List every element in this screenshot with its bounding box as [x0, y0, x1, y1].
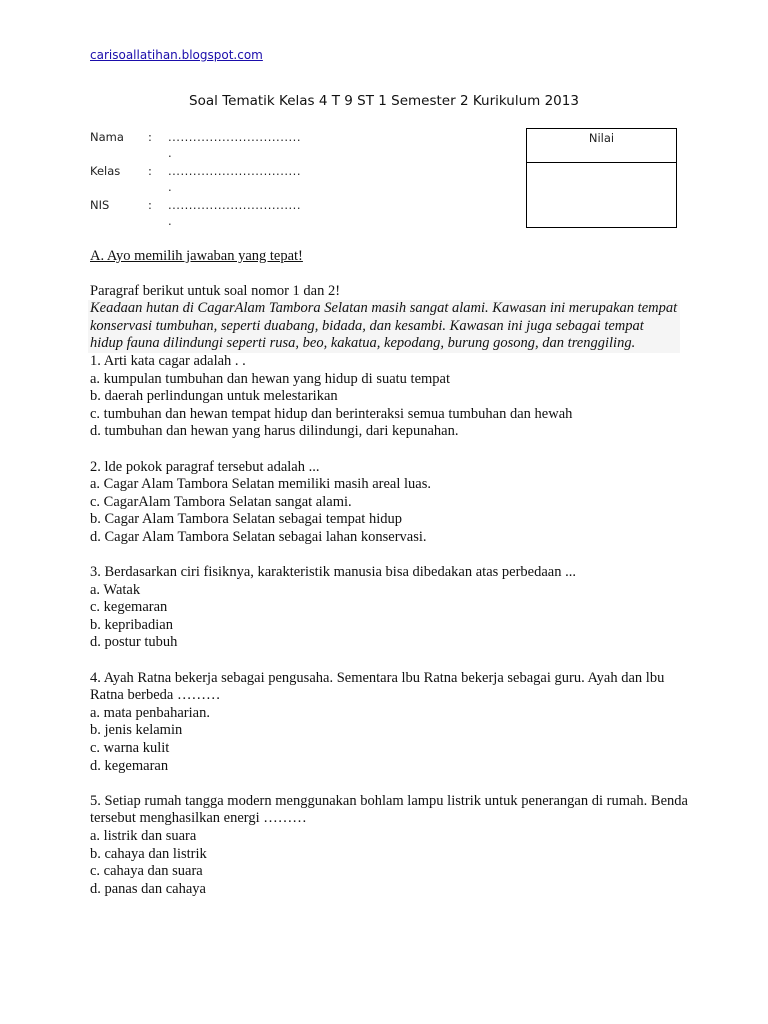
question-text: 5. Setiap rumah tangga modern menggunakan bohlam lampu listrik untuk penerangan di rumah. Benda tersebut menghasilkan energi ……… [90, 792, 688, 827]
question-text: 4. Ayah Ratna bekerja sebagai pengusaha. Sementara lbu Ratna bekerja sebagai guru. Ayah dan lbu Ratna berbeda ……… [90, 669, 665, 704]
answer-option: c. kegemaran [90, 599, 168, 616]
question-text: 1. Arti kata cagar adalah . . [90, 352, 246, 369]
question-text: 3. Berdasarkan ciri fisiknya, karakteristik manusia bisa dibedakan atas perbedaan ... [90, 564, 576, 581]
answer-option: d. postur tubuh [90, 634, 178, 651]
answer-option: b. kepribadian [90, 616, 173, 633]
answer-option: d. tumbuhan dan hewan yang harus dilindungi, dari kepunahan. [90, 423, 459, 440]
answer-option: c. CagarAlam Tambora Selatan sangat alami. [90, 493, 352, 510]
document-title: Soal Tematik Kelas 4 T 9 ST 1 Semester 2 Kurikulum 2013 [189, 93, 579, 109]
field-label: NIS [90, 198, 110, 212]
section-heading: A. Ayo memilih jawaban yang tepat! [90, 248, 303, 264]
answer-option: c. cahaya dan suara [90, 863, 203, 880]
passage-intro: Paragraf berikut untuk soal nomor 1 dan 2! [90, 282, 341, 299]
answer-option: d. Cagar Alam Tambora Selatan sebagai lahan konservasi. [90, 528, 427, 545]
answer-option: b. jenis kelamin [90, 722, 183, 739]
blank-dot: . [168, 214, 172, 228]
question-1 [90, 353, 690, 441]
answer-option: b. cahaya dan listrik [90, 845, 207, 862]
field-colon: : [148, 198, 152, 212]
question-text: 2. lde pokok paragraf tersebut adalah ... [90, 458, 320, 475]
worksheet-content [90, 248, 690, 898]
answer-option: b. Cagar Alam Tambora Selatan sebagai tempat hidup [90, 511, 402, 528]
blank-dot: . [168, 146, 172, 160]
answer-option: a. mata penbaharian. [90, 704, 210, 721]
field-label: Nama [90, 130, 124, 144]
answer-option: a. listrik dan suara [90, 828, 197, 844]
field-colon: : [148, 164, 152, 178]
answer-option: a. Cagar Alam Tambora Selatan memiliki masih areal luas. [90, 476, 431, 493]
nis-blank: ................................ [168, 198, 301, 212]
question-3 [90, 564, 690, 652]
field-label: Kelas [90, 164, 121, 178]
answer-option: d. panas dan cahaya [90, 880, 206, 897]
question-2 [90, 459, 690, 547]
blank-dot: . [168, 180, 172, 194]
answer-option: d. kegemaran [90, 757, 169, 774]
answer-option: c. tumbuhan dan hewan tempat hidup dan berinteraksi semua tumbuhan dan hewah [90, 405, 573, 422]
source-link[interactable]: carisoallatihan.blogspot.com [90, 48, 263, 62]
field-colon: : [148, 130, 152, 144]
score-box-label: Nilai [527, 129, 676, 163]
name-blank: ................................ [168, 130, 301, 144]
score-box [526, 128, 677, 228]
reading-passage: Keadaan hutan di CagarAlam Tambora Selatan masih sangat alami. Kawasan ini merupakan tempat konservasi tumbuhan, seperti duabang, bidada, dan kesambi. Kawasan ini juga sebagai tempat hidup fauna dilindungi seperti rusa, beo, kakatua, kepodang, burung gosong, dan trenggiling. [88, 300, 680, 353]
answer-option: c. warna kulit [90, 740, 170, 757]
answer-option: b. daerah perlindungan untuk melestarikan [90, 388, 338, 405]
question-5 [90, 793, 690, 899]
question-4 [90, 670, 690, 776]
class-blank: ................................ [168, 164, 301, 178]
answer-option: a. Watak [90, 581, 141, 598]
answer-option: a. kumpulan tumbuhan dan hewan yang hidup di suatu tempat [90, 370, 451, 387]
